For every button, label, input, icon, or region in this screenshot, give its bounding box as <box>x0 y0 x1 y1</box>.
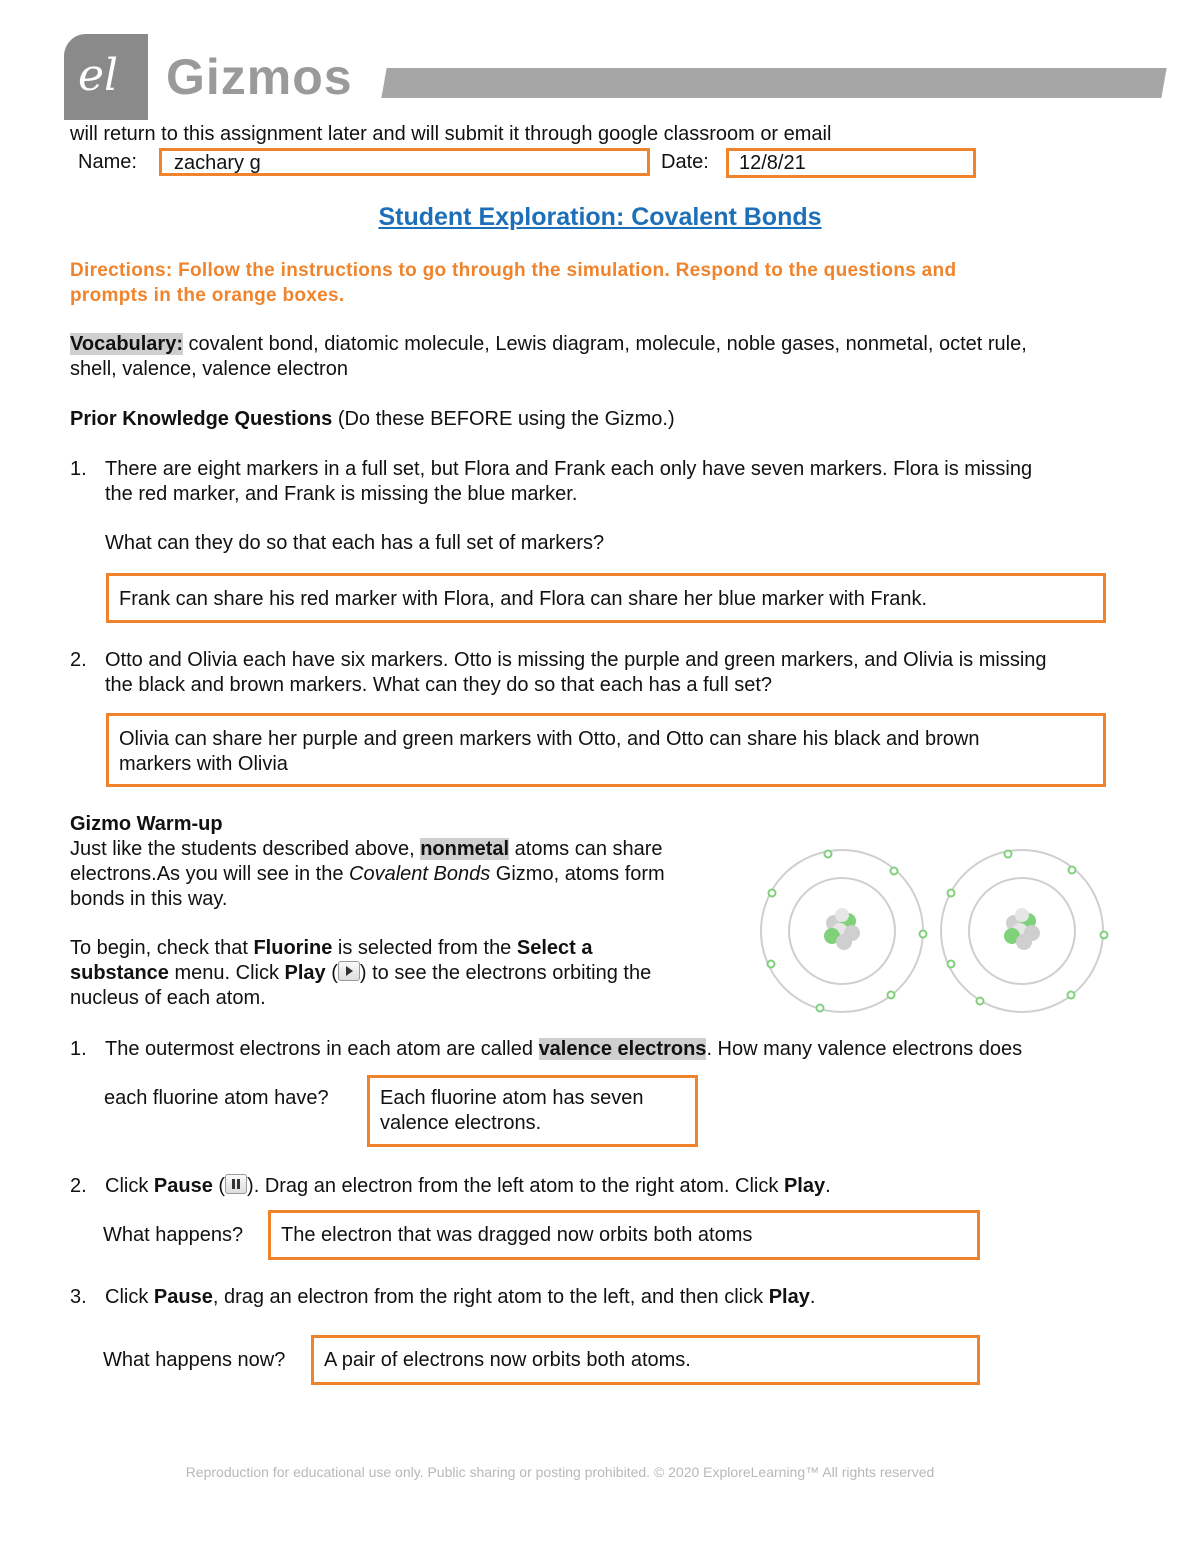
question-text <box>105 648 1047 698</box>
highlight-term: valence electrons <box>538 1038 707 1060</box>
logo-mark <box>64 34 148 120</box>
answer-box[interactable] <box>367 1075 698 1147</box>
directions-line: prompts in the orange boxes. <box>70 285 345 306</box>
text: ) to see the electrons orbiting the <box>359 962 652 984</box>
warmup-instructions <box>70 936 651 1011</box>
nucleus-icon <box>1004 908 1040 950</box>
vocabulary-terms: covalent bond, diatomic molecule, Lewis diagram, molecule, noble gases, nonmetal, octet rule, <box>183 333 1027 355</box>
text: atoms can share <box>509 838 663 860</box>
text: ). Drag an electron from the left atom to the right atom. Click <box>247 1175 784 1197</box>
answer-box[interactable] <box>311 1335 980 1385</box>
answer-box[interactable] <box>106 713 1106 787</box>
left-atom <box>761 850 927 1012</box>
answer-text <box>370 1078 695 1144</box>
question-ask: each fluorine atom have? <box>104 1087 329 1109</box>
bold-term: substance <box>70 962 169 984</box>
answer-box[interactable] <box>106 573 1106 623</box>
bold-term: Pause <box>153 1286 213 1308</box>
section-heading: Prior Knowledge Questions <box>70 408 333 430</box>
question-line: Otto and Olivia each have six markers. Otto is missing the purple and green markers, and Olivia is missing <box>105 649 1047 671</box>
text: is selected from the <box>332 937 517 959</box>
text: ( <box>325 962 338 984</box>
text: Click <box>105 1175 154 1197</box>
question-text <box>105 1174 831 1199</box>
bold-term: Play <box>783 1175 826 1197</box>
question-line: the black and brown markers. What can they do so that each has a full set? <box>105 674 773 696</box>
question-number: 2. <box>70 649 87 671</box>
header-stripe <box>381 68 1166 98</box>
answer-line: Each fluorine atom has seven <box>380 1087 644 1109</box>
vocabulary-label: Vocabulary: <box>70 333 183 355</box>
text: electrons.As you will see in the <box>70 863 350 885</box>
text: . <box>825 1175 831 1197</box>
question-number: 1. <box>70 1038 87 1060</box>
text: menu. Click <box>168 962 285 984</box>
bold-term: Fluorine <box>253 937 333 959</box>
question-number: 1. <box>70 458 87 480</box>
warmup-paragraph <box>70 837 665 912</box>
assignment-note: will return to this assignment later and will submit it through google classroom or email <box>70 123 832 145</box>
question-ask: What happens? <box>103 1224 244 1246</box>
question-ask: What happens now? <box>103 1349 286 1371</box>
question-number: 3. <box>70 1286 87 1308</box>
highlight-term: nonmetal <box>420 838 510 860</box>
logo-text: Gizmos <box>166 49 353 105</box>
vocabulary-terms: shell, valence, valence electron <box>70 358 348 380</box>
bold-term: Play <box>768 1286 810 1308</box>
name-label: Name: <box>78 151 137 173</box>
directions-line: Directions: Follow the instructions to go through the simulation. Respond to the questions and <box>70 260 957 281</box>
answer-text: Frank can share his red marker with Flora, and Flora can share her blue marker with Frank. <box>119 588 928 610</box>
answer-text: The electron that was dragged now orbits both atoms <box>281 1224 753 1246</box>
pause-icon <box>225 1174 247 1194</box>
answer-text <box>109 716 1103 785</box>
text: Gizmo, atoms form <box>490 863 665 885</box>
date-label: Date: <box>661 151 709 173</box>
directions <box>70 258 956 308</box>
question-text <box>105 1285 815 1310</box>
answer-box[interactable] <box>268 1210 980 1260</box>
question-line: the red marker, and Frank is missing the blue marker. <box>105 483 578 505</box>
bold-term: Pause <box>153 1175 213 1197</box>
prior-knowledge-heading <box>70 407 675 432</box>
section-note: (Do these BEFORE using the Gizmo.) <box>332 408 675 430</box>
bold-term: Select a <box>516 937 593 959</box>
text: Just like the students described above, <box>70 838 421 860</box>
date-field[interactable] <box>726 148 976 178</box>
text: . <box>809 1286 816 1308</box>
answer-line: markers with Olivia <box>119 753 288 775</box>
question-text <box>105 1037 1022 1062</box>
right-atom <box>941 850 1108 1012</box>
text: bonds in this way. <box>70 888 228 910</box>
question-ask: What can they do so that each has a full set of markers? <box>105 532 605 554</box>
page-title: Student Exploration: Covalent Bonds <box>378 203 822 231</box>
fluorine-atoms-diagram <box>756 843 1116 1018</box>
answer-text: A pair of electrons now orbits both atoms. <box>324 1349 691 1371</box>
answer-line: valence electrons. <box>380 1112 542 1134</box>
vocabulary <box>70 332 1027 382</box>
question-line: There are eight markers in a full set, but Flora and Frank each only have seven markers. Flora is missing <box>105 458 1033 480</box>
text: , drag an electron from the right atom to the left, and then click <box>212 1286 769 1308</box>
date-value: 12/8/21 <box>739 152 806 174</box>
warmup-heading: Gizmo Warm-up <box>70 813 223 835</box>
question-number: 2. <box>70 1175 87 1197</box>
text: . How many valence electrons does <box>706 1038 1023 1060</box>
logo-mark-text: el <box>78 50 119 101</box>
text: ( <box>212 1175 226 1197</box>
name-field[interactable] <box>159 148 650 176</box>
nucleus-icon <box>824 908 860 950</box>
bold-term: Play <box>284 962 326 984</box>
text: To begin, check that <box>70 937 254 959</box>
play-icon <box>338 961 360 981</box>
answer-line: Olivia can share her purple and green markers with Otto, and Otto can share his black and brown <box>119 728 980 750</box>
text: Click <box>105 1286 154 1308</box>
header-bar <box>0 30 1200 125</box>
text: nucleus of each atom. <box>70 987 266 1009</box>
gizmo-name: Covalent Bonds <box>349 863 491 885</box>
text: The outermost electrons in each atom are called <box>105 1038 539 1060</box>
footer: Reproduction for educational use only. Public sharing or posting prohibited. © 2020 ExploreLearning™ All rights reserved <box>185 1464 935 1480</box>
question-text <box>105 457 1032 507</box>
name-value: zachary g <box>174 152 261 174</box>
